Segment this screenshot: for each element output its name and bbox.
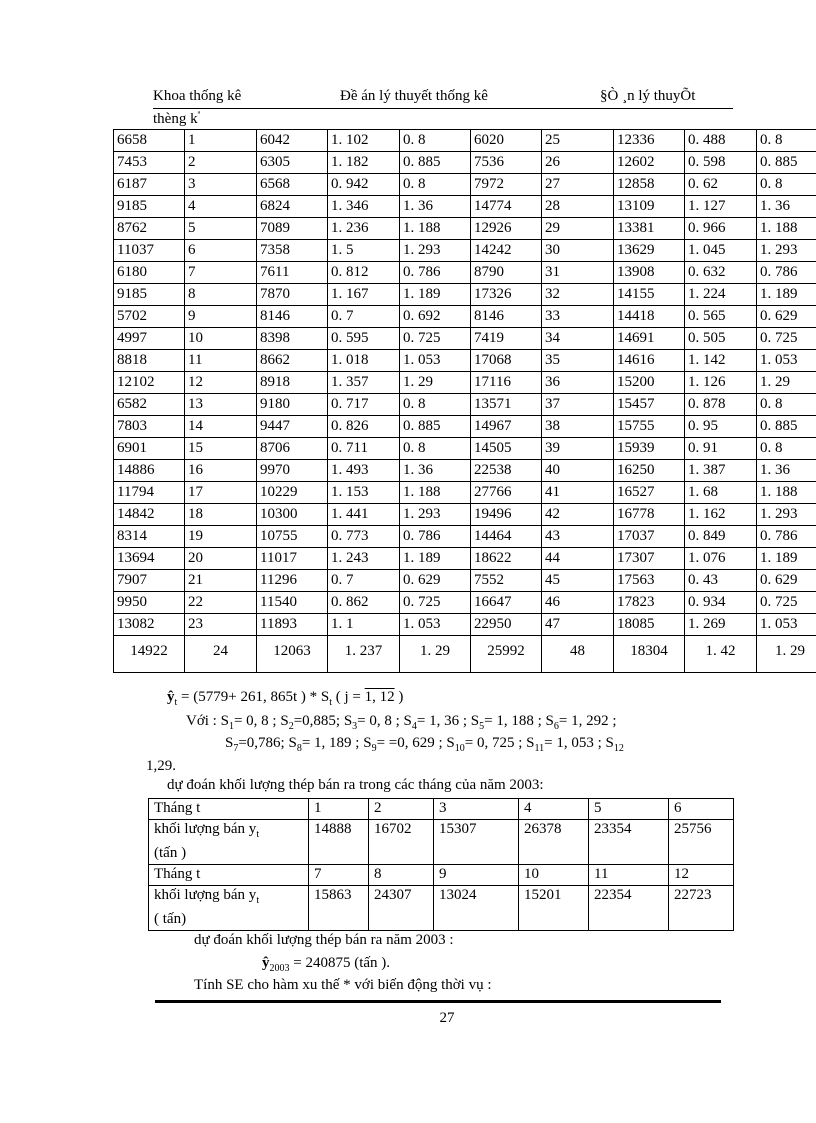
table-cell: 18622 (471, 548, 542, 570)
table-cell: 17116 (471, 372, 542, 394)
table-cell: 8146 (471, 306, 542, 328)
table-cell: 8790 (471, 262, 542, 284)
table-row (114, 372, 816, 394)
table-cell: 9 (185, 306, 257, 328)
table-cell: 1. 188 (757, 218, 816, 240)
table-cell: 1. 053 (400, 350, 471, 372)
table-cell: 6305 (257, 152, 328, 174)
table-cell: 1. 189 (757, 284, 816, 306)
table-cell: 12102 (114, 372, 185, 394)
table-cell: 0. 786 (400, 262, 471, 284)
table-cell: 17823 (614, 592, 685, 614)
table-cell: 0. 8 (400, 394, 471, 416)
table-cell: 1. 167 (328, 284, 400, 306)
table-cell: 19496 (471, 504, 542, 526)
table-cell: 1. 188 (400, 218, 471, 240)
table-cell: 1. 127 (685, 196, 757, 218)
volume-label: khối lượng bán $y_t$ ( tấn) (149, 886, 309, 931)
table-cell: 37 (542, 394, 614, 416)
table-cell: 30 (542, 240, 614, 262)
table-cell: 0. 942 (328, 174, 400, 196)
table-cell: 27 (542, 174, 614, 196)
table-cell: 6658 (114, 130, 185, 152)
table-cell: 1. 189 (400, 284, 471, 306)
table-cell: 14967 (471, 416, 542, 438)
table-cell: 31 (542, 262, 614, 284)
table-cell: 13082 (114, 614, 185, 636)
table-cell: 15 (185, 438, 257, 460)
table-cell: 7972 (471, 174, 542, 196)
table-cell: 0. 711 (328, 438, 400, 460)
table-cell: 12336 (614, 130, 685, 152)
table-cell: 0. 966 (685, 218, 757, 240)
table-cell: 13381 (614, 218, 685, 240)
table-cell: 0. 8 (757, 394, 816, 416)
table-cell: 16250 (614, 460, 685, 482)
month-label: Tháng t (149, 865, 309, 886)
table-cell: 46 (542, 592, 614, 614)
table-cell: 39 (542, 438, 614, 460)
table-cell: 11017 (257, 548, 328, 570)
table-cell: 28 (542, 196, 614, 218)
table-cell: 34 (542, 328, 614, 350)
table-cell: 20 (185, 548, 257, 570)
table-cell: 7870 (257, 284, 328, 306)
table-row (114, 284, 816, 306)
table-cell: 0. 629 (400, 570, 471, 592)
month-row-1: Tháng t 1 2 3 4 5 6 (149, 799, 734, 820)
table-row (114, 636, 816, 673)
table-cell: 0. 43 (685, 570, 757, 592)
table-cell: 27766 (471, 482, 542, 504)
table-row (114, 196, 816, 218)
table-cell: 7089 (257, 218, 328, 240)
table-cell: 36 (542, 372, 614, 394)
table-cell: 6187 (114, 174, 185, 196)
table-cell: 1. 045 (685, 240, 757, 262)
volume-row-2: khối lượng bán $y_t$ ( tấn) 15863 24307 13024 15201 22354 22723 (149, 886, 734, 931)
table-cell: 14 (185, 416, 257, 438)
table-cell: 1. 493 (328, 460, 400, 482)
table-cell: 0. 565 (685, 306, 757, 328)
table-cell: 1. 188 (757, 482, 816, 504)
data-table (113, 129, 816, 673)
table-cell: 1. 269 (685, 614, 757, 636)
table-cell: 1. 1 (328, 614, 400, 636)
table-cell: 14774 (471, 196, 542, 218)
table-cell: 0. 7 (328, 570, 400, 592)
table-cell: 14155 (614, 284, 685, 306)
table-cell: 6042 (257, 130, 328, 152)
table-cell: 1. 293 (757, 504, 816, 526)
table-cell: 1. 053 (757, 614, 816, 636)
table-cell: 23 (185, 614, 257, 636)
table-cell: 8818 (114, 350, 185, 372)
table-cell: 10755 (257, 526, 328, 548)
table-cell: 11794 (114, 482, 185, 504)
seasonal-index-line-2: $S_7=0,786$; $S_8= 1$, 189 ; $S_9= =0$, 629 ; $S_{10}= 0$, 725 ; $S_{11}= 1$, 053 ; $S_{12}$ (225, 735, 624, 754)
table-cell: 7552 (471, 570, 542, 592)
table-cell: 1. 189 (757, 548, 816, 570)
table-cell: 22950 (471, 614, 542, 636)
table-cell: 1. 018 (328, 350, 400, 372)
table-cell: 4 (185, 196, 257, 218)
table-cell: 11296 (257, 570, 328, 592)
table-cell: 45 (542, 570, 614, 592)
table-cell: 1. 053 (757, 350, 816, 372)
table-cell: 0. 849 (685, 526, 757, 548)
table-cell: 1. 243 (328, 548, 400, 570)
table-cell: 0. 632 (685, 262, 757, 284)
table-row (114, 174, 816, 196)
table-cell: 0. 95 (685, 416, 757, 438)
table-cell: 1. 346 (328, 196, 400, 218)
table-cell: 0. 8 (400, 130, 471, 152)
table-cell: 16647 (471, 592, 542, 614)
table-cell: 14691 (614, 328, 685, 350)
table-cell: 48 (542, 636, 614, 673)
se-line: Tính SE cho hàm xu thế * với biến động thời vụ : (194, 977, 492, 993)
table-cell: 0. 692 (400, 306, 471, 328)
table-cell: 4997 (114, 328, 185, 350)
table-cell: 7803 (114, 416, 185, 438)
table-cell: 6582 (114, 394, 185, 416)
table-cell: 8662 (257, 350, 328, 372)
table-cell: 0. 786 (757, 262, 816, 284)
table-cell: 35 (542, 350, 614, 372)
table-cell: 13571 (471, 394, 542, 416)
table-cell: 14242 (471, 240, 542, 262)
table-cell: 6824 (257, 196, 328, 218)
table-cell: 0. 488 (685, 130, 757, 152)
table-cell: 6568 (257, 174, 328, 196)
table-cell: 1. 387 (685, 460, 757, 482)
table-cell: 25992 (471, 636, 542, 673)
table-cell: 1. 188 (400, 482, 471, 504)
header-center: Đề án lý thuyết thống kê (340, 88, 488, 104)
table-cell: 8918 (257, 372, 328, 394)
table-cell: 0. 7 (328, 306, 400, 328)
table-cell: 14464 (471, 526, 542, 548)
table-cell: 38 (542, 416, 614, 438)
table-cell: 14842 (114, 504, 185, 526)
table-cell: 1. 36 (757, 196, 816, 218)
table-cell: 1. 36 (757, 460, 816, 482)
table-row (114, 218, 816, 240)
table-cell: 12858 (614, 174, 685, 196)
table-cell: 7611 (257, 262, 328, 284)
table-cell: 1. 36 (400, 460, 471, 482)
table-cell: 12602 (614, 152, 685, 174)
table-cell: 1. 29 (757, 372, 816, 394)
table-cell: 18085 (614, 614, 685, 636)
table-cell: 9185 (114, 284, 185, 306)
table-cell: 10229 (257, 482, 328, 504)
table-cell: 17 (185, 482, 257, 504)
table-cell: 16778 (614, 504, 685, 526)
table-cell: 0. 8 (400, 438, 471, 460)
table-cell: 0. 598 (685, 152, 757, 174)
table-cell: 1. 102 (328, 130, 400, 152)
table-cell: 15200 (614, 372, 685, 394)
table-row (114, 614, 816, 636)
table-cell: 1. 189 (400, 548, 471, 570)
table-cell: 1. 5 (328, 240, 400, 262)
table-cell: 33 (542, 306, 614, 328)
table-cell: 1. 68 (685, 482, 757, 504)
table-cell: 22538 (471, 460, 542, 482)
table-cell: 6020 (471, 130, 542, 152)
table-cell: 11540 (257, 592, 328, 614)
table-row (114, 416, 816, 438)
annual-intro: dự đoán khối lượng thép bán ra năm 2003 : (194, 932, 454, 948)
table-cell: 9447 (257, 416, 328, 438)
table-cell: 0. 885 (400, 152, 471, 174)
table-cell: 1. 236 (328, 218, 400, 240)
table-cell: 11893 (257, 614, 328, 636)
table-cell: 0. 812 (328, 262, 400, 284)
table-cell: 11 (185, 350, 257, 372)
annual-formula: $ŷ_{2003} = 240875$ (tấn ). (262, 955, 391, 974)
month-label: Tháng t (149, 799, 309, 820)
table-cell: 0. 725 (400, 328, 471, 350)
table-cell: 16527 (614, 482, 685, 504)
table-cell: 6 (185, 240, 257, 262)
table-cell: 1. 237 (328, 636, 400, 673)
table-cell: 1. 29 (400, 636, 471, 673)
table-row (114, 548, 816, 570)
table-cell: 1. 42 (685, 636, 757, 673)
table-cell: 1. 182 (328, 152, 400, 174)
table-cell: 0. 8 (757, 438, 816, 460)
seasonal-index-line-1: Với : $S_1= 0$, 8 ; $S_2=0,885$; $S_3= 0$, 8 ; $S_4= 1$, 36 ; $S_5= 1$, 188 ; $S_6= 1$, 292 ; (186, 713, 617, 732)
header-right: §Ò ¸n lý thuyÕt (600, 88, 696, 104)
table-cell: 0. 8 (757, 174, 816, 196)
table-cell: 0. 725 (757, 592, 816, 614)
table-cell: 1. 36 (400, 196, 471, 218)
table-cell: 29 (542, 218, 614, 240)
table-cell: 7907 (114, 570, 185, 592)
table-cell: 15755 (614, 416, 685, 438)
table-cell: 0. 878 (685, 394, 757, 416)
table-row (114, 438, 816, 460)
table-cell: 24 (185, 636, 257, 673)
table-cell: 0. 773 (328, 526, 400, 548)
table-cell: 6901 (114, 438, 185, 460)
table-cell: 10300 (257, 504, 328, 526)
table-cell: 1. 29 (757, 636, 816, 673)
table-cell: 17037 (614, 526, 685, 548)
table-cell: 15457 (614, 394, 685, 416)
table-cell: 7453 (114, 152, 185, 174)
table-cell: 13109 (614, 196, 685, 218)
table-cell: 0. 885 (757, 416, 816, 438)
table-cell: 0. 8 (757, 130, 816, 152)
table-cell: 0. 629 (757, 306, 816, 328)
table-row (114, 482, 816, 504)
table-row (114, 460, 816, 482)
table-cell: 14886 (114, 460, 185, 482)
table-row (114, 350, 816, 372)
page-number: 27 (439, 1010, 455, 1026)
table-row (114, 394, 816, 416)
table-cell: 5702 (114, 306, 185, 328)
page-header (153, 88, 733, 109)
table-cell: 14616 (614, 350, 685, 372)
table-cell: 17068 (471, 350, 542, 372)
month-row-2: Tháng t 7 8 9 10 11 12 (149, 865, 734, 886)
table-cell: 1. 293 (400, 240, 471, 262)
table-cell: 13 (185, 394, 257, 416)
table-cell: 1. 162 (685, 504, 757, 526)
table-cell: 10 (185, 328, 257, 350)
table-cell: 43 (542, 526, 614, 548)
table-cell: 13908 (614, 262, 685, 284)
forecast-intro: dự đoán khối lượng thép bán ra trong các tháng của năm 2003: (167, 777, 544, 793)
table-cell: 17563 (614, 570, 685, 592)
table-cell: 0. 786 (757, 526, 816, 548)
table-cell: 40 (542, 460, 614, 482)
table-cell: 0. 505 (685, 328, 757, 350)
header-left: Khoa thống kê (153, 88, 242, 104)
table-cell: 8314 (114, 526, 185, 548)
table-cell: 9950 (114, 592, 185, 614)
table-row (114, 240, 816, 262)
table-cell: 1. 142 (685, 350, 757, 372)
table-cell: 12 (185, 372, 257, 394)
table-cell: 0. 885 (757, 152, 816, 174)
seasonal-index-line-3: 1,29. (146, 758, 176, 774)
table-row (114, 130, 816, 152)
table-cell: 0. 717 (328, 394, 400, 416)
table-cell: 13629 (614, 240, 685, 262)
table-cell: 8398 (257, 328, 328, 350)
table-cell: 0. 62 (685, 174, 757, 196)
table-cell: 0. 862 (328, 592, 400, 614)
trend-formula: $ŷ_t = (5779+ 261$, 865t ) * $S_t$ ( j = 1, 12 ) (167, 689, 404, 708)
table-row (114, 592, 816, 614)
table-cell: 7536 (471, 152, 542, 174)
table-cell: 7419 (471, 328, 542, 350)
table-cell: 0. 826 (328, 416, 400, 438)
table-cell: 8762 (114, 218, 185, 240)
table-cell: 41 (542, 482, 614, 504)
table-cell: 21 (185, 570, 257, 592)
table-cell: 26 (542, 152, 614, 174)
table-cell: 12926 (471, 218, 542, 240)
table-cell: 1. 441 (328, 504, 400, 526)
table-cell: 7358 (257, 240, 328, 262)
table-cell: 22 (185, 592, 257, 614)
table-row (114, 152, 816, 174)
table-cell: 11037 (114, 240, 185, 262)
table-cell: 9970 (257, 460, 328, 482)
table-cell: 0. 934 (685, 592, 757, 614)
table-cell: 42 (542, 504, 614, 526)
table-cell: 16 (185, 460, 257, 482)
table-cell: 1. 357 (328, 372, 400, 394)
table-cell: 0. 725 (757, 328, 816, 350)
volume-label: khối lượng bán $y_t$ (tấn ) (149, 820, 309, 865)
table-cell: 9180 (257, 394, 328, 416)
table-cell: 25 (542, 130, 614, 152)
footer-rule (155, 1000, 721, 1003)
table-cell: 14505 (471, 438, 542, 460)
table-cell: 17307 (614, 548, 685, 570)
forecast-table (148, 798, 734, 931)
table-cell: 1 (185, 130, 257, 152)
table-cell: 1. 29 (400, 372, 471, 394)
table-cell: 18304 (614, 636, 685, 673)
table-cell: 0. 595 (328, 328, 400, 350)
table-cell: 1. 053 (400, 614, 471, 636)
table-cell: 13694 (114, 548, 185, 570)
table-row (114, 504, 816, 526)
table-cell: 1. 224 (685, 284, 757, 306)
table-cell: 7 (185, 262, 257, 284)
table-cell: 2 (185, 152, 257, 174)
table-cell: 47 (542, 614, 614, 636)
table-cell: 8 (185, 284, 257, 306)
header-subline: thèng $k^ª$ (153, 109, 201, 127)
table-row (114, 328, 816, 350)
volume-row-1: khối lượng bán $y_t$ (tấn ) 14888 16702 15307 26378 23354 25756 (149, 820, 734, 865)
table-cell: 12063 (257, 636, 328, 673)
table-cell: 0. 885 (400, 416, 471, 438)
table-cell: 1. 293 (400, 504, 471, 526)
table-cell: 0. 8 (400, 174, 471, 196)
table-row (114, 306, 816, 328)
table-cell: 0. 629 (757, 570, 816, 592)
table-cell: 3 (185, 174, 257, 196)
table-cell: 1. 293 (757, 240, 816, 262)
table-cell: 8706 (257, 438, 328, 460)
table-cell: 1. 126 (685, 372, 757, 394)
table-cell: 1. 153 (328, 482, 400, 504)
table-cell: 5 (185, 218, 257, 240)
table-cell: 0. 91 (685, 438, 757, 460)
table-cell: 19 (185, 526, 257, 548)
table-cell: 9185 (114, 196, 185, 218)
table-cell: 32 (542, 284, 614, 306)
table-cell: 1. 076 (685, 548, 757, 570)
table-cell: 8146 (257, 306, 328, 328)
table-cell: 6180 (114, 262, 185, 284)
table-row (114, 262, 816, 284)
table-cell: 15939 (614, 438, 685, 460)
table-cell: 0. 725 (400, 592, 471, 614)
table-cell: 18 (185, 504, 257, 526)
table-row (114, 570, 816, 592)
table-row (114, 526, 816, 548)
table-cell: 14418 (614, 306, 685, 328)
table-cell: 44 (542, 548, 614, 570)
table-cell: 0. 786 (400, 526, 471, 548)
table-cell: 17326 (471, 284, 542, 306)
table-cell: 14922 (114, 636, 185, 673)
